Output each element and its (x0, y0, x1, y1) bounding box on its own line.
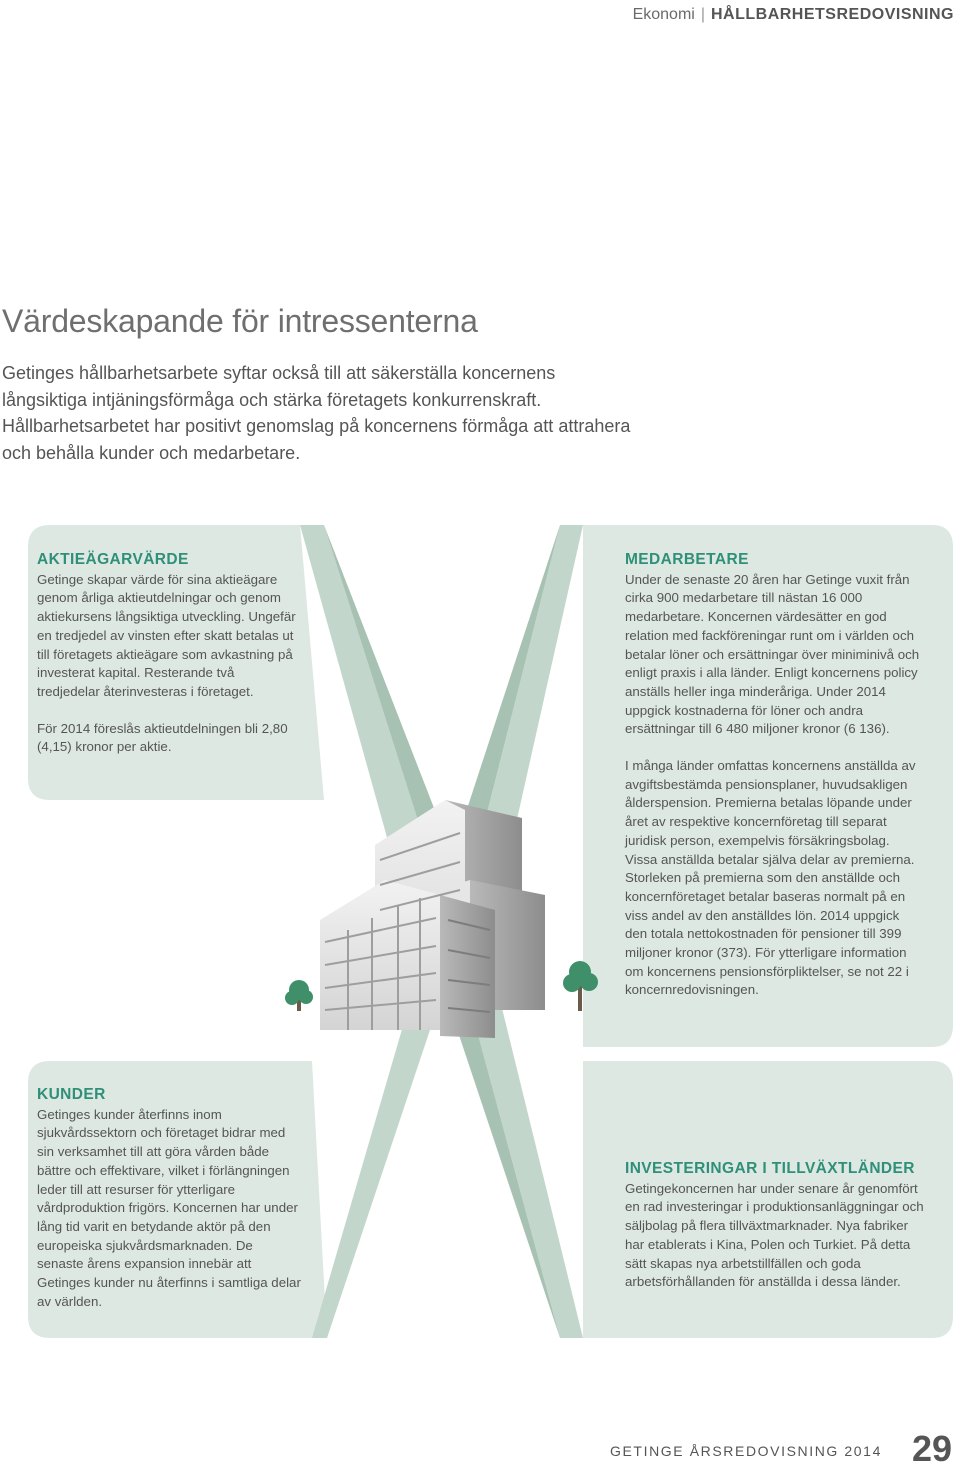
intro-paragraph: Getinges hållbarhetsarbete syftar också till att säkerställa koncernens långsiktiga intjäningsförmåga och stärka företagets konkurrenskraft. Hållbarhetsarbetet har positivt genomslag på koncernens förmåga att attrahera och behålla kunder och medarbetare. (2, 363, 631, 463)
panel-paragraph: För 2014 föreslås aktieutdelningen bli 2,80 (4,15) kronor per aktie. (37, 720, 288, 755)
panel-paragraph: Getinges kunder återfinns inom sjukvårdssektorn och företaget bidrar med sin verksamhet till att göra vården både bättre och effektivare, vilket i förlängningen leder till att resurser för ytterligare vårdproduktion frigörs. Koncernen har under lång tid varit en betydande aktör på den europeiska sjukvårdsmarknaden. De senaste årens expansion innebär att Getinges kunder nu återfinns i samtliga delar av världen. (37, 1106, 301, 1309)
panel-heading: INVESTERINGAR I TILLVÄXTLÄNDER (625, 1160, 915, 1177)
panel-heading: AKTIEÄGARVÄRDE (37, 551, 189, 568)
panel-medarbetare (625, 551, 925, 1000)
panel-heading: MEDARBETARE (625, 551, 749, 568)
office-buildings-icon (320, 800, 545, 1038)
panel-heading: KUNDER (37, 1086, 106, 1103)
panel-paragraph: Getinge skapar värde för sina aktieägare genom årliga aktieutdelningar och genom aktiekursens långsiktiga utveckling. Ungefär en tredjedel av vinsten efter skatt betalas ut till företagets aktieägare som avkastning på investerat kapital. Resterande två tredjedelar återinvesteras i företaget. (37, 571, 296, 699)
header-section: Ekonomi (632, 6, 695, 23)
panel-paragraph: Under de senaste 20 åren har Getinge vuxit från cirka 900 medarbetare till nästan 16 000 medarbetare. Koncernen värdesätter en god relation med fackföreningar runt om i världen och betalar löner och ersättningar över miniminivå och enligt praxis i alla länder. Enligt koncernens policy anställs heller inga minderåriga. Under 2014 uppgick kostnaderna för löner och andra ersättningar till 6 480 miljoner kronor (6 136). (625, 571, 920, 737)
page-title: Värdeskapande för intressenterna (2, 303, 478, 339)
footer-report-name: ÅRSREDOVISNING 2014 (689, 1443, 882, 1459)
page-footer (610, 1428, 952, 1469)
panel-kunder (37, 1086, 301, 1311)
report-title (610, 1443, 882, 1459)
panel-investeringar (625, 1160, 925, 1292)
footer-brand: GETINGE (610, 1443, 685, 1459)
header-chapter: HÅLLBARHETSREDOVISNING (710, 6, 954, 23)
page-number: 29 (911, 1428, 952, 1469)
panel-paragraph: Getingekoncernen har under senare år genomfört en rad investeringar i produktionsanläggningar och säljbolag på flera tillväxtmarknader. Nya fabriker har etablerats i Kina, Polen och Turkiet. På detta sätt skapas nya arbetstillfällen och goda arbetsförhållanden för anställda i dessa länder. (625, 1180, 924, 1290)
panel-aktieagarvarde (37, 551, 299, 757)
panel-paragraph: I många länder omfattas koncernens anställda av avgiftsbestämda pensionsplaner, huvudsakligen ålderspension. Premierna betalas löpande under året av respektive koncernföretag till separat juridisk person, exempelvis försäkringsbolag. Vissa anställda betalar själva delar av premierna. Storleken på premierna som den anställde och koncernföretaget betalar baseras normalt på en viss andel av den anställdes lön. 2014 uppgick den totala nettokostnaden för pensioner till 399 miljoner kronor (373). För ytterligare information om koncernens pensionsförpliktelser, se not 22 i koncernredovisningen. (625, 758, 916, 998)
header-separator: | (700, 6, 705, 23)
